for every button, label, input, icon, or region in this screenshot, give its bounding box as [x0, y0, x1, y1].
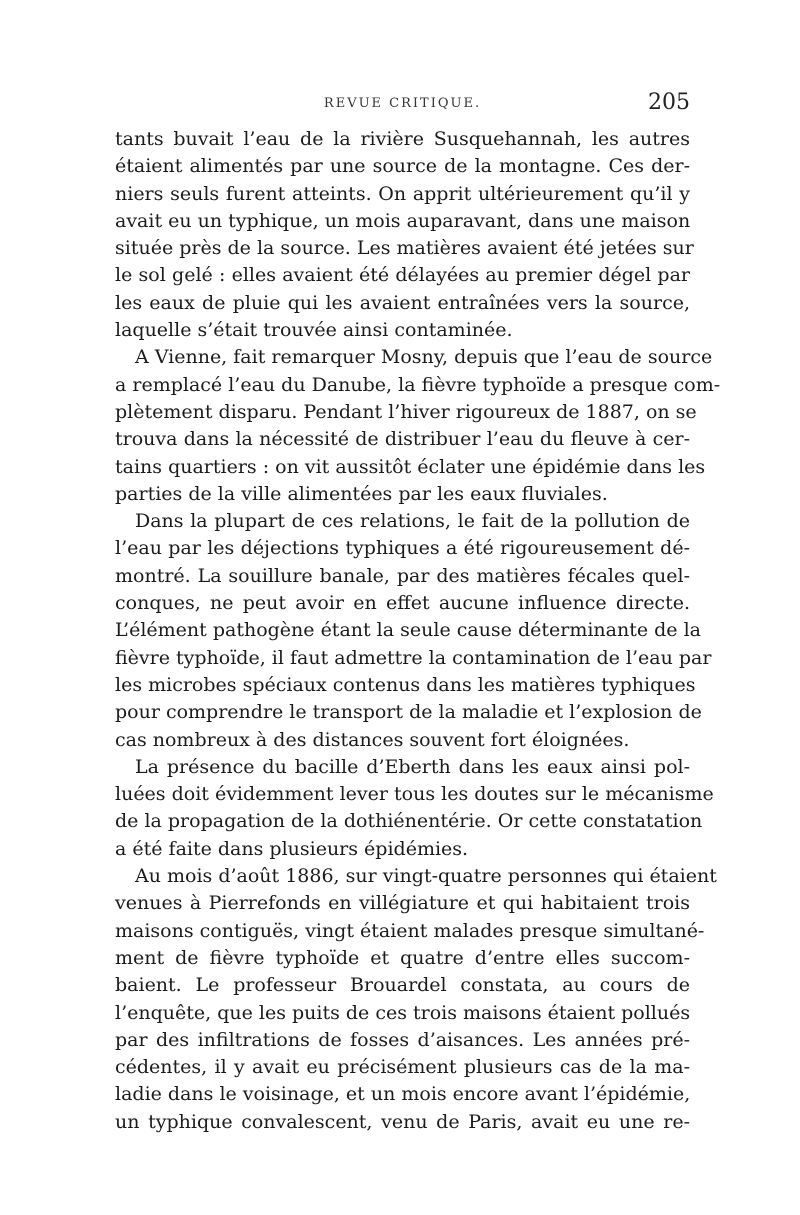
- text-line: l’enquête, que les puits de ces trois maisons étaient pollués: [115, 1001, 691, 1024]
- text-line: plètement disparu. Pendant l’hiver rigoureux de 1887, on se: [115, 400, 697, 423]
- text-line: située près de la source. Les matières avaient été jetées sur: [115, 237, 694, 260]
- text-line: A Vienne, fait remarquer Mosny, depuis que l’eau de source: [135, 346, 713, 369]
- text-line: Dans la plupart de ces relations, le fait de la pollution de: [135, 510, 690, 533]
- text-line: cédentes, il y avait eu précisément plusieurs cas de la ma-: [115, 1056, 690, 1079]
- text-line: maisons contiguës, vingt étaient malades presque simultané-: [115, 919, 705, 942]
- paragraph: [115, 754, 714, 863]
- text-line: tants buvait l’eau de la rivière Susquehannah, les autres: [115, 128, 690, 150]
- page-number: 205: [648, 90, 690, 115]
- paragraph: [115, 344, 721, 508]
- text-line: les eaux de pluie qui les avaient entraînées vers la source,: [115, 291, 690, 314]
- text-line: tains quartiers : on vit aussitôt éclater une épidémie dans les: [115, 455, 706, 478]
- text-line: ladie dans le voisinage, et un mois encore avant l’épidémie,: [115, 1083, 691, 1106]
- text-line: L’élément pathogène étant la seule cause déterminante de la: [115, 619, 701, 642]
- text-line: étaient alimentés par une source de la montagne. Ces der-: [115, 155, 690, 178]
- text-line: montré. La souillure banale, par des matières fécales quel-: [115, 564, 690, 587]
- text-line: parties de la ville alimentées par les eaux fluviales.: [115, 482, 608, 505]
- paragraph: [115, 863, 717, 1136]
- text-line: conques, ne peut avoir en effet aucune influence directe.: [115, 592, 690, 615]
- running-header: [115, 92, 690, 116]
- text-line: La présence du bacille d’Eberth dans les eaux ainsi pol-: [135, 755, 690, 778]
- text-line: ment de fièvre typhoïde et quatre d’entre elles succom-: [115, 946, 690, 969]
- text-line: avait eu un typhique, un mois auparavant, dans une maison: [115, 209, 691, 232]
- running-title: REVUE CRITIQUE.: [323, 96, 482, 111]
- body-text: [115, 126, 721, 1136]
- text-line: l’eau par les déjections typhiques a été rigoureusement dé-: [115, 537, 690, 560]
- paragraph: [115, 126, 694, 344]
- text-line: a été faite dans plusieurs épidémies.: [115, 837, 469, 860]
- text-line: le sol gelé : elles avaient été délayées au premier dégel par: [115, 264, 690, 287]
- text-line: de la propagation de la dothiénentérie. Or cette constatation: [115, 810, 703, 833]
- text-line: Au mois d’août 1886, sur vingt-quatre personnes qui étaient: [135, 865, 717, 888]
- text-line: niers seuls furent atteints. On apprit ultérieurement qu’il y: [115, 182, 690, 205]
- text-line: cas nombreux à des distances souvent fort éloignées.: [115, 728, 630, 751]
- text-line: un typhique convalescent, venu de Paris, avait eu une re-: [115, 1110, 690, 1133]
- text-line: luées doit évidemment lever tous les doutes sur le mécanisme: [115, 783, 714, 806]
- text-line: les microbes spéciaux contenus dans les matières typhiques: [115, 673, 696, 696]
- text-line: pour comprendre le transport de la maladie et l’explosion de: [115, 701, 702, 724]
- text-line: fièvre typhoïde, il faut admettre la contamination de l’eau par: [115, 646, 712, 669]
- text-line: laquelle s’était trouvée ainsi contaminée.: [115, 319, 513, 342]
- text-line: baient. Le professeur Brouardel constata, au cours de: [115, 974, 690, 997]
- paragraph: [115, 508, 712, 754]
- text-line: trouva dans la nécessité de distribuer l’eau du fleuve à cer-: [115, 428, 690, 451]
- text-line: a remplacé l’eau du Danube, la fièvre typhoïde a presque com-: [115, 373, 721, 396]
- text-line: venues à Pierrefonds en villégiature et qui habitaient trois: [115, 892, 690, 915]
- text-line: par des infiltrations de fosses d’aisances. Les années pré-: [115, 1028, 690, 1051]
